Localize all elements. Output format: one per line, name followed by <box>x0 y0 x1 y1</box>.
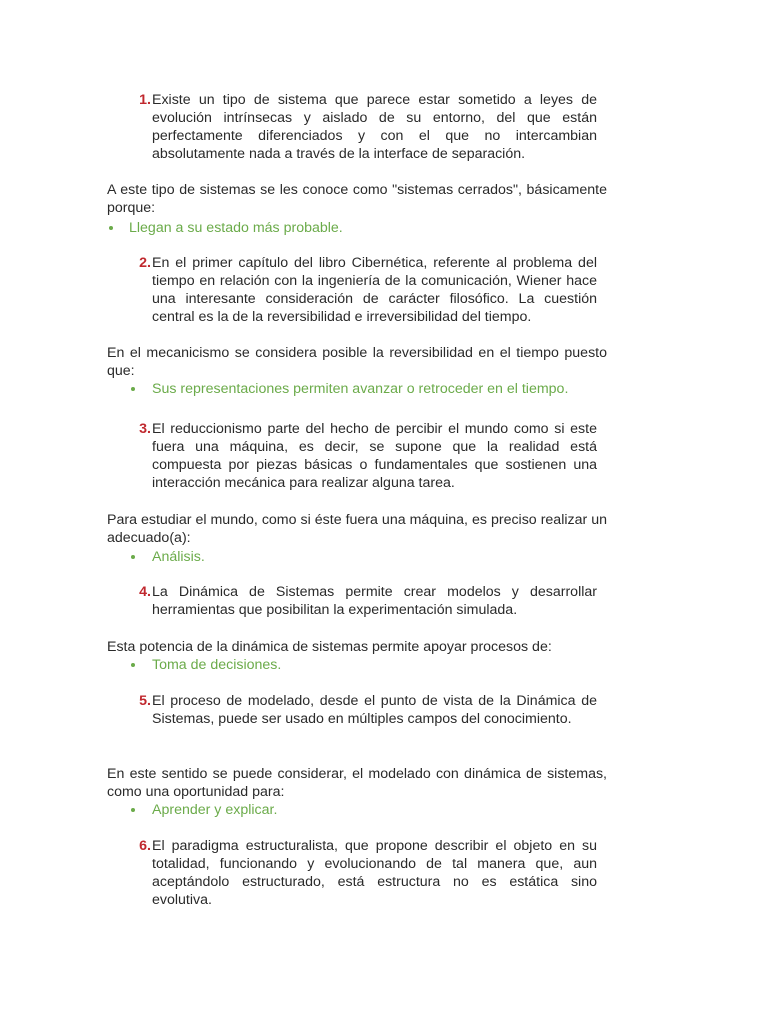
question-text: El proceso de modelado, desde el punto de vista de la Dinámica de Sistemas, puede ser usado en múltiples campos del conocimiento. <box>152 693 597 727</box>
bullet-icon <box>131 387 135 391</box>
answer-5: Aprender y explicar. <box>152 802 278 818</box>
question-number: 2. <box>139 255 151 271</box>
question-text: El paradigma estructuralista, que propone describir el objeto en su totalidad, funcionando y evolucionando de tal manera que, aun aceptándolo estructurado, está estructura no es estática sino evolutiva. <box>152 838 597 908</box>
bullet-icon <box>131 555 135 559</box>
question-number: 1. <box>139 92 151 108</box>
question-number: 6. <box>139 838 151 854</box>
question-text: El reduccionismo parte del hecho de percibir el mundo como si este fuera una máquina, es decir, se supone que la realidad está compuesta por piezas básicas o fundamentales que sostienen una interacción mecánica para realizar alguna tarea. <box>152 421 597 491</box>
bullet-icon <box>109 226 113 230</box>
question-number: 4. <box>139 584 151 600</box>
answer-4: Toma de decisiones. <box>152 657 282 673</box>
prompt-2: En el mecanicismo se considera posible la reversibilidad en el tiempo puesto que: <box>107 345 607 379</box>
bullet-icon <box>131 808 135 812</box>
prompt-1: A este tipo de sistemas se les conoce como "sistemas cerrados", básicamente porque: <box>107 182 607 216</box>
question-number: 3. <box>139 421 151 437</box>
question-text: Existe un tipo de sistema que parece estar sometido a leyes de evolución intrínsecas y aislado de su entorno, del que están perfectamente diferenciados y con el que no intercambian absolutamente nada a través de la interface de separación. <box>152 92 597 162</box>
answer-2: Sus representaciones permiten avanzar o retroceder en el tiempo. <box>152 381 569 397</box>
answer-3: Análisis. <box>152 549 205 565</box>
question-number: 5. <box>139 693 151 709</box>
question-text: En el primer capítulo del libro Cibernética, referente al problema del tiempo en relación con la ingeniería de la comunicación, Wiener hace una interesante consideración de carácter filosófico. La cuestión central es la de la reversibilidad e irreversibilidad del tiempo. <box>152 255 597 325</box>
bullet-icon <box>131 663 135 667</box>
answer-1: Llegan a su estado más probable. <box>129 220 343 236</box>
prompt-5: En este sentido se puede considerar, el modelado con dinámica de sistemas, como una oportunidad para: <box>107 766 607 800</box>
prompt-4: Esta potencia de la dinámica de sistemas permite apoyar procesos de: <box>107 639 552 655</box>
question-text: La Dinámica de Sistemas permite crear modelos y desarrollar herramientas que posibilitan la experimentación simulada. <box>152 584 597 618</box>
prompt-3: Para estudiar el mundo, como si éste fuera una máquina, es preciso realizar un adecuado(a): <box>107 512 607 546</box>
